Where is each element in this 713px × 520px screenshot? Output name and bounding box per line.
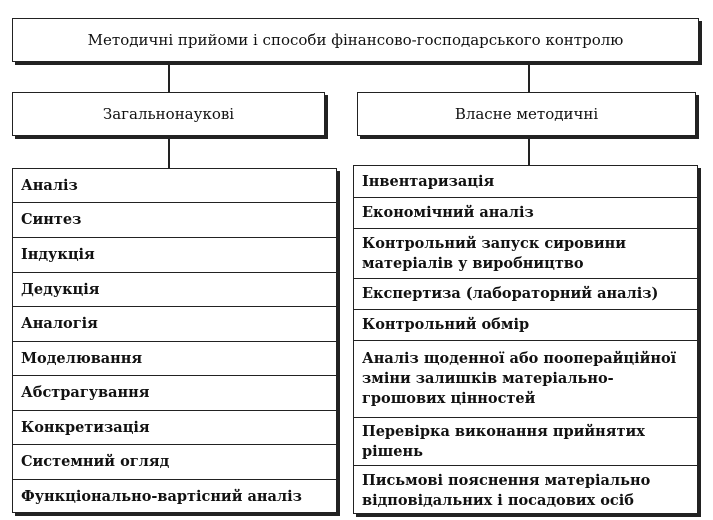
connector-title-right <box>528 63 530 92</box>
item-label: Дедукція <box>21 280 100 298</box>
list-item <box>354 341 697 418</box>
item-label: Інвентаризація <box>362 172 495 190</box>
item-label: Синтез <box>21 211 82 228</box>
general-methods-list <box>12 168 337 513</box>
item-label: Економічний аналіз <box>362 204 534 221</box>
list-item <box>354 166 697 198</box>
item-label: Експертиза (лабораторний аналіз) <box>362 285 659 302</box>
list-item <box>13 169 336 203</box>
item-label: Перевірка виконання прийнятих рішень <box>362 422 645 460</box>
item-label: Контрольний запуск сировини матеріалів у виробництво <box>362 234 626 272</box>
connector-title-left <box>168 63 170 92</box>
item-label: Контрольний обмір <box>362 316 530 333</box>
list-item <box>354 279 697 310</box>
item-label: Аналіз щоденної або пооперайційної зміни залишків матеріально-грошових цінностей <box>362 350 677 407</box>
methodical-methods-list <box>353 165 698 514</box>
item-label: Функціонально-вартісний аналіз <box>21 488 302 505</box>
list-item <box>13 342 336 376</box>
item-label: Конкретизація <box>21 418 150 436</box>
item-label: Письмові пояснення матеріально відповідальних і посадових осіб <box>362 471 651 509</box>
list-item <box>13 411 336 445</box>
list-item <box>354 466 697 515</box>
item-label: Аналогія <box>21 315 98 332</box>
item-label: Аналіз <box>21 176 78 194</box>
diagram-title: Методичні прийоми і способи фінансово-господарського контролю <box>12 18 699 62</box>
item-label: Системний огляд <box>21 453 170 470</box>
list-item <box>13 307 336 342</box>
list-item <box>13 480 336 514</box>
item-label: Моделювання <box>21 349 143 367</box>
list-item <box>13 376 336 411</box>
list-item <box>354 229 697 279</box>
list-item <box>354 198 697 229</box>
list-item <box>13 238 336 273</box>
list-item <box>13 203 336 238</box>
connector-right-column <box>528 137 530 165</box>
category-methodical: Власне методичні <box>357 92 696 136</box>
item-label: Індукція <box>21 246 95 263</box>
list-item <box>13 445 336 480</box>
connector-left-column <box>168 137 170 168</box>
category-general-scientific: Загальнонаукові <box>12 92 325 136</box>
list-item <box>354 418 697 466</box>
list-item <box>354 310 697 341</box>
list-item <box>13 273 336 307</box>
item-label: Абстрагування <box>21 384 150 401</box>
